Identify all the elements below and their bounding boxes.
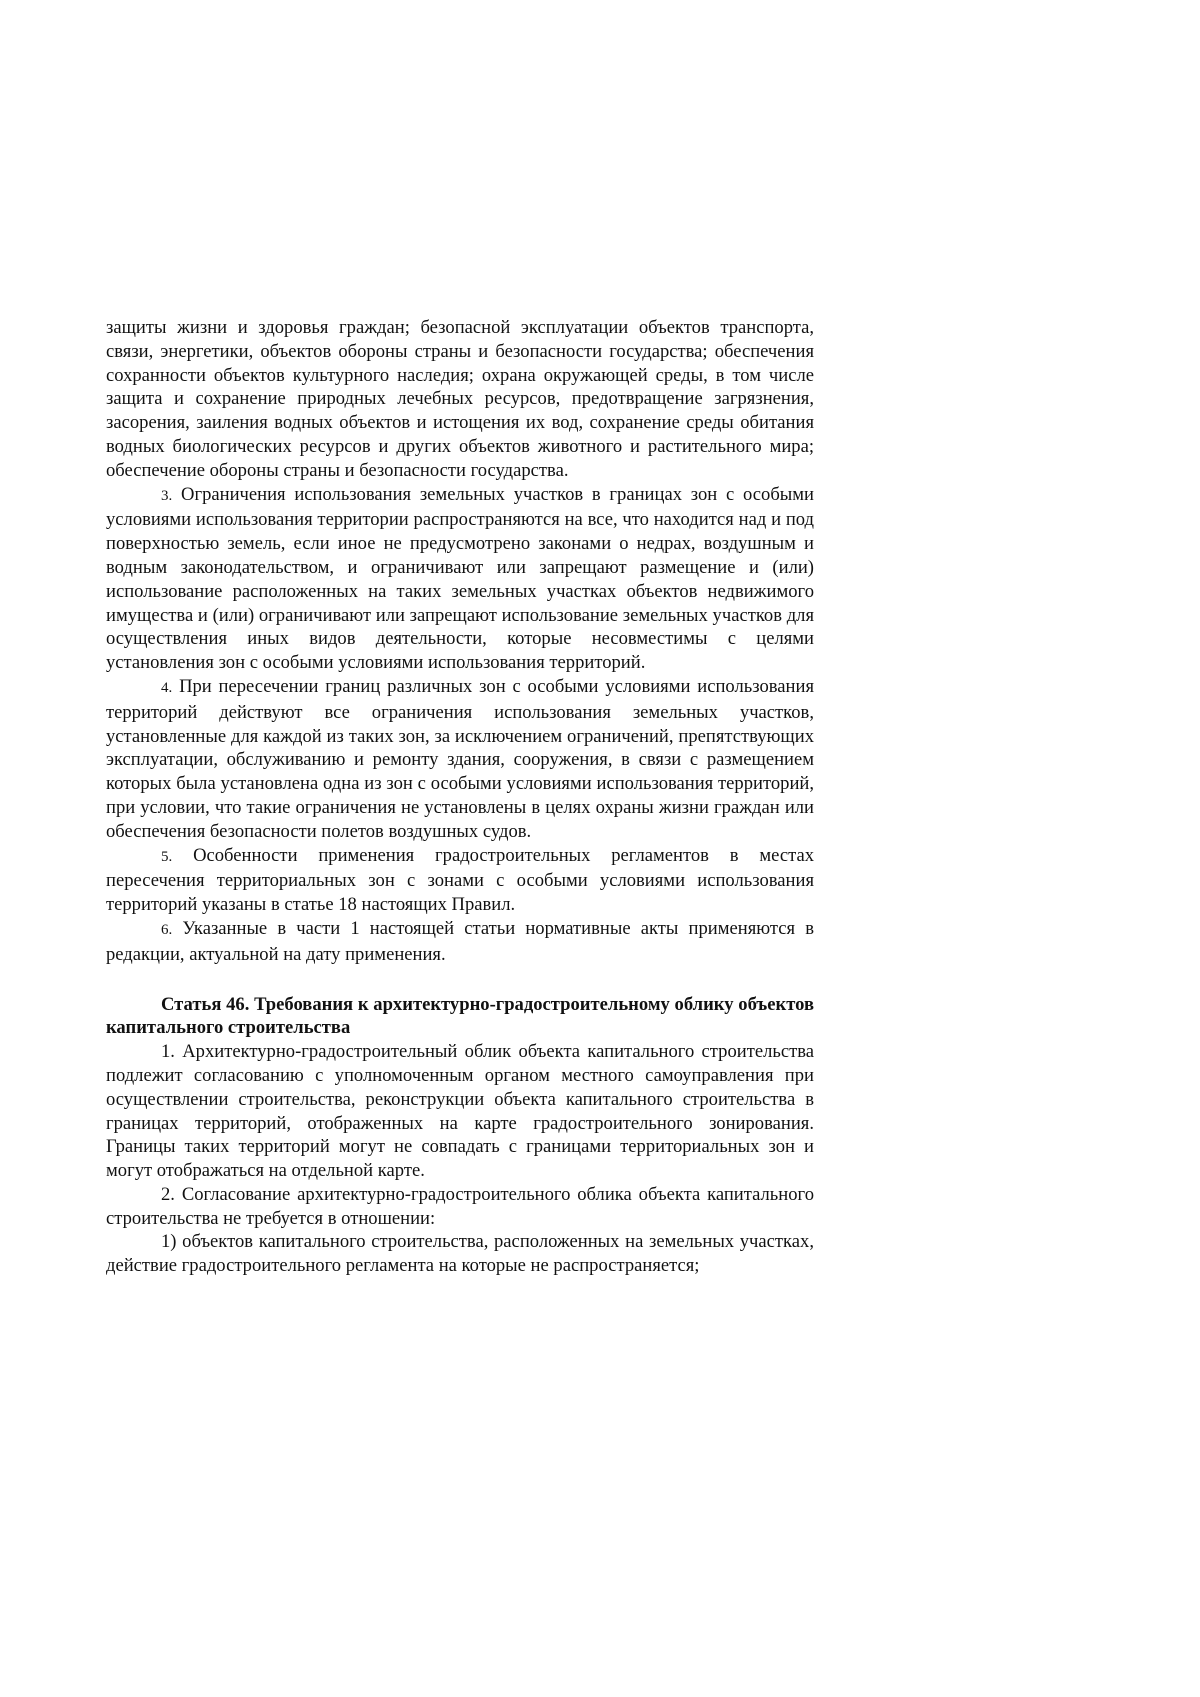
article-subitem-1: 1) объектов капитального строительства, расположенных на земельных участках, действие градостроительного регламента на которые не распространяется;: [106, 1231, 814, 1277]
article-paragraph-1: 1. Архитектурно-градостроительный облик объекта капитального строительства подлежит согласованию с уполномоченным органом местного самоуправления при осуществлении строительства, реконструкции объекта капитального строительства в границах территорий, отображенных на карте градостроительного зонирования. Границы таких территорий могут не совпадать с границами территориальных зон и могут отображаться на отдельной карте.: [106, 1041, 814, 1182]
document-page: [106, 316, 814, 1278]
article-paragraph-2: 2. Согласование архитектурно-градостроительного облика объекта капитального строительства не требуется в отношении:: [106, 1183, 814, 1229]
item-paragraph-6: [106, 917, 814, 967]
item-paragraph-5: [106, 844, 814, 917]
item-number: 3.: [161, 487, 173, 504]
article-heading: Статья 46. Требования к архитектурно-градостроительному облику объектов капитального строительства: [106, 993, 814, 1039]
item-number: 5.: [161, 848, 173, 865]
item-text: При пересечении границ различных зон с особыми условиями использования территорий действуют все ограничения использования земельных участков, установленные для каждой из таких зон, за исключением ограничений, препятствующих эксплуатации, обслуживанию и ремонту здания, сооружения, в связи с размещением которых была установлена одна из зон с особыми условиями использования территорий, при условии, что такие ограничения не установлены в целях охраны жизни граждан или обеспечения безопасности полетов воздушных судов.: [106, 675, 814, 842]
item-paragraph-4: [106, 675, 814, 844]
item-text: Указанные в части 1 настоящей статьи нормативные акты применяются в редакции, актуальной на дату применения.: [106, 917, 814, 965]
item-paragraph-3: [106, 483, 814, 675]
item-number: 4.: [161, 679, 173, 696]
continuation-paragraph: защиты жизни и здоровья граждан; безопасной эксплуатации объектов транспорта, связи, энергетики, объектов обороны страны и безопасности государства; обеспечения сохранности объектов культурного наследия; охрана окружающей среды, в том числе защита и сохранение природных лечебных ресурсов, предотвращение загрязнения, засорения, заиления водных объектов и истощения их вод, сохранение среды обитания водных биологических ресурсов и других объектов животного и растительного мира; обеспечение обороны страны и безопасности государства.: [106, 317, 814, 481]
item-number: 6.: [161, 921, 173, 938]
item-text: Особенности применения градостроительных регламентов в местах пересечения территориальных зон с зонами с особыми условиями использования территорий указаны в статье 18 настоящих Правил.: [106, 844, 814, 916]
item-text: Ограничения использования земельных участков в границах зон с особыми условиями использования территории распространяются на все, что находится над и под поверхностью земель, если иное не предусмотрено законами о недрах, воздушным и водным законодательством, и ограничивают или запрещают размещение и (или) использование расположенных на таких земельных участках объектов недвижимого имущества и (или) ограничивают или запрещают использование земельных участков для осуществления иных видов деятельности, которые несовместимы с целями установления зон с особыми условиями использования территорий.: [106, 483, 814, 674]
